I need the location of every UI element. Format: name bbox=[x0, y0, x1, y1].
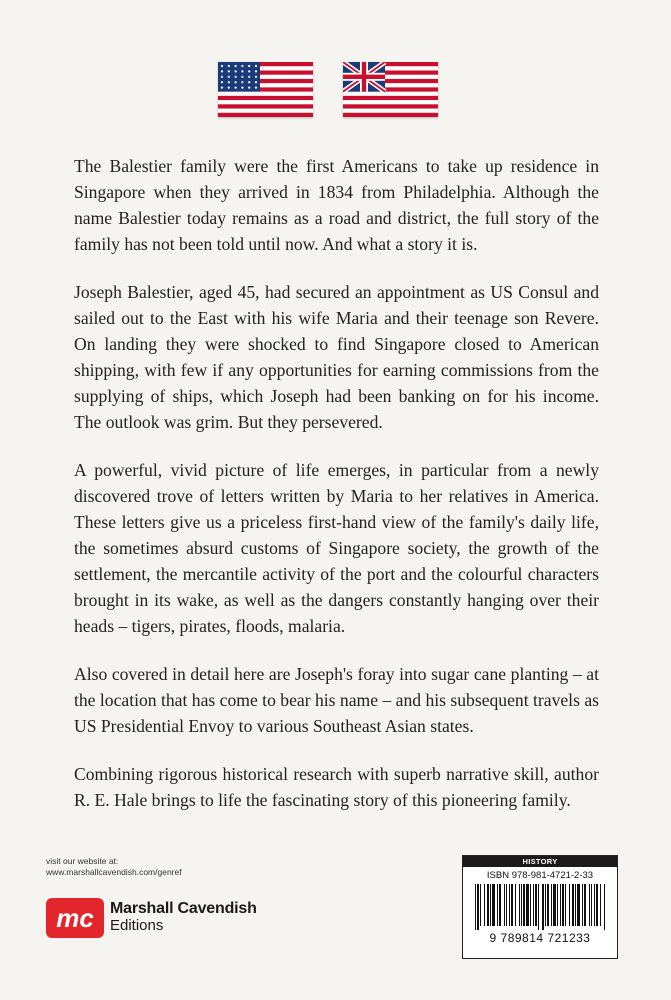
barcode-bar bbox=[569, 884, 570, 926]
website-label: visit our website at: bbox=[46, 856, 119, 866]
flags-row bbox=[0, 62, 671, 120]
star-icon bbox=[241, 70, 243, 72]
barcode-bar bbox=[511, 884, 513, 926]
barcode-bar bbox=[584, 884, 586, 926]
star-icon bbox=[235, 87, 237, 89]
star-icon bbox=[221, 65, 223, 67]
star-icon bbox=[241, 76, 243, 78]
star-icon bbox=[248, 65, 250, 67]
barcode-bar bbox=[591, 884, 592, 926]
barcode-bar bbox=[542, 884, 544, 930]
star-icon bbox=[248, 70, 250, 72]
blurb-paragraph-1: The Balestier family were the first Americans to take up residence in Singapore when they arrived in 1834 from Philadelphia. Although the name Balestier today remains as a road and district, the full story of the family has not been told until now. And what a story it is. bbox=[74, 156, 599, 254]
barcode-bar bbox=[497, 884, 498, 926]
star-icon bbox=[235, 76, 237, 78]
barcode-bar bbox=[582, 884, 583, 926]
barcode-bar bbox=[594, 884, 595, 926]
barcode-digits: 9 789814 721233 bbox=[489, 931, 591, 945]
barcode-bar bbox=[547, 884, 549, 926]
barcode-category: HISTORY bbox=[463, 856, 617, 867]
barcode-bar bbox=[521, 884, 522, 926]
star-icon bbox=[221, 87, 223, 89]
blurb-paragraph-4: Also covered in detail here are Joseph's foray into sugar cane planting – at the location that has come to bear his name – and his subsequent travels as US Presidential Envoy to various Southeast Asian states. bbox=[74, 664, 599, 736]
publisher-block bbox=[46, 898, 306, 938]
star-icon bbox=[228, 87, 230, 89]
barcode-bar bbox=[533, 884, 534, 926]
blurb-paragraph-3: A powerful, vivid picture of life emerges, in particular from a newly discovered trove of letters written by Maria to her relatives in America. These letters give us a priceless first-hand view of the family's daily life, the sometimes absurd customs of Singapore society, the growth of the settlement, the mercantile activity of the port and the colourful characters brought in its wake, as well as the dangers constantly hanging over their heads – tigers, pirates, floods, malaria. bbox=[74, 460, 599, 636]
barcode-bar bbox=[553, 884, 556, 926]
barcode-bar bbox=[490, 884, 491, 926]
publisher-logo-icon bbox=[46, 898, 104, 938]
barcode-bar bbox=[506, 884, 507, 926]
star-icon bbox=[248, 81, 250, 83]
website-url[interactable]: www.marshallcavendish.com/genref bbox=[46, 867, 182, 877]
star-icon bbox=[221, 81, 223, 83]
star-icon bbox=[248, 76, 250, 78]
grand-union-flag bbox=[343, 62, 438, 117]
barcode-bar bbox=[560, 884, 561, 926]
barcode-bar bbox=[589, 884, 590, 926]
barcode-bar bbox=[484, 884, 485, 926]
barcode-bar bbox=[577, 884, 580, 926]
star-icon bbox=[255, 81, 257, 83]
barcode-bar bbox=[557, 884, 558, 926]
us-flag-graphic bbox=[218, 62, 313, 117]
publisher-logo-text: mc bbox=[56, 903, 94, 933]
star-icon bbox=[248, 87, 250, 89]
barcode-bar bbox=[538, 884, 539, 930]
star-icon bbox=[241, 87, 243, 89]
barcode-bar bbox=[600, 884, 601, 926]
blurb bbox=[74, 153, 599, 835]
barcode-bar bbox=[545, 884, 546, 926]
barcode-bar bbox=[572, 884, 574, 926]
barcode-bar bbox=[562, 884, 564, 926]
star-icon bbox=[241, 81, 243, 83]
star-icon bbox=[221, 76, 223, 78]
blurb-paragraph-2: Joseph Balestier, aged 45, had secured an appointment as US Consul and sailed out to the East with his wife Maria and their teenage son Revere. On landing they were shocked to find Singapore closed to American shipping, with few if any opportunities for earning commissions from the supplying of ships, which Joseph had been banking on for his income. The outlook was grim. But they persevered. bbox=[74, 282, 599, 432]
barcode-bar bbox=[596, 884, 598, 926]
barcode-bar bbox=[530, 884, 531, 926]
barcode-bar bbox=[551, 884, 552, 926]
publisher-imprint: Editions bbox=[110, 917, 164, 934]
barcode-bar bbox=[575, 884, 576, 926]
barcode-bar bbox=[477, 884, 479, 930]
grand-union-flag-graphic bbox=[343, 62, 438, 117]
star-icon bbox=[228, 65, 230, 67]
website-info bbox=[46, 856, 306, 878]
barcode-bar bbox=[604, 884, 605, 930]
barcode-bar bbox=[535, 884, 537, 926]
blurb-paragraph-5: Combining rigorous historical research with superb narrative skill, author R. E. Hale brings to life the fascinating story of this pioneering family. bbox=[74, 764, 599, 810]
barcode-bar bbox=[526, 884, 529, 926]
star-icon bbox=[255, 70, 257, 72]
us-flag bbox=[218, 62, 313, 117]
barcode-bar bbox=[565, 884, 566, 926]
isbn-text: ISBN 978-981-4721-2-33 bbox=[486, 870, 594, 881]
star-icon bbox=[235, 65, 237, 67]
barcode-bar bbox=[499, 884, 501, 926]
barcode-bar bbox=[504, 884, 505, 926]
star-icon bbox=[235, 81, 237, 83]
barcode-box bbox=[462, 855, 618, 959]
publisher-name: Marshall Cavendish bbox=[110, 900, 257, 917]
barcode-bar bbox=[475, 884, 476, 930]
star-icon bbox=[228, 76, 230, 78]
star-icon bbox=[241, 65, 243, 67]
barcode-bar bbox=[515, 884, 516, 926]
star-icon bbox=[255, 87, 257, 89]
barcode-bar bbox=[480, 884, 481, 926]
star-icon bbox=[255, 76, 257, 78]
star-icon bbox=[228, 81, 230, 83]
barcode-bar bbox=[523, 884, 525, 926]
star-icon bbox=[235, 70, 237, 72]
barcode-bar bbox=[487, 884, 489, 926]
barcode-bars bbox=[473, 884, 607, 930]
barcode-bar bbox=[519, 884, 520, 926]
barcode-bar bbox=[492, 884, 495, 926]
star-icon bbox=[228, 70, 230, 72]
star-icon bbox=[221, 70, 223, 72]
star-icon bbox=[255, 65, 257, 67]
barcode-bar bbox=[509, 884, 510, 926]
